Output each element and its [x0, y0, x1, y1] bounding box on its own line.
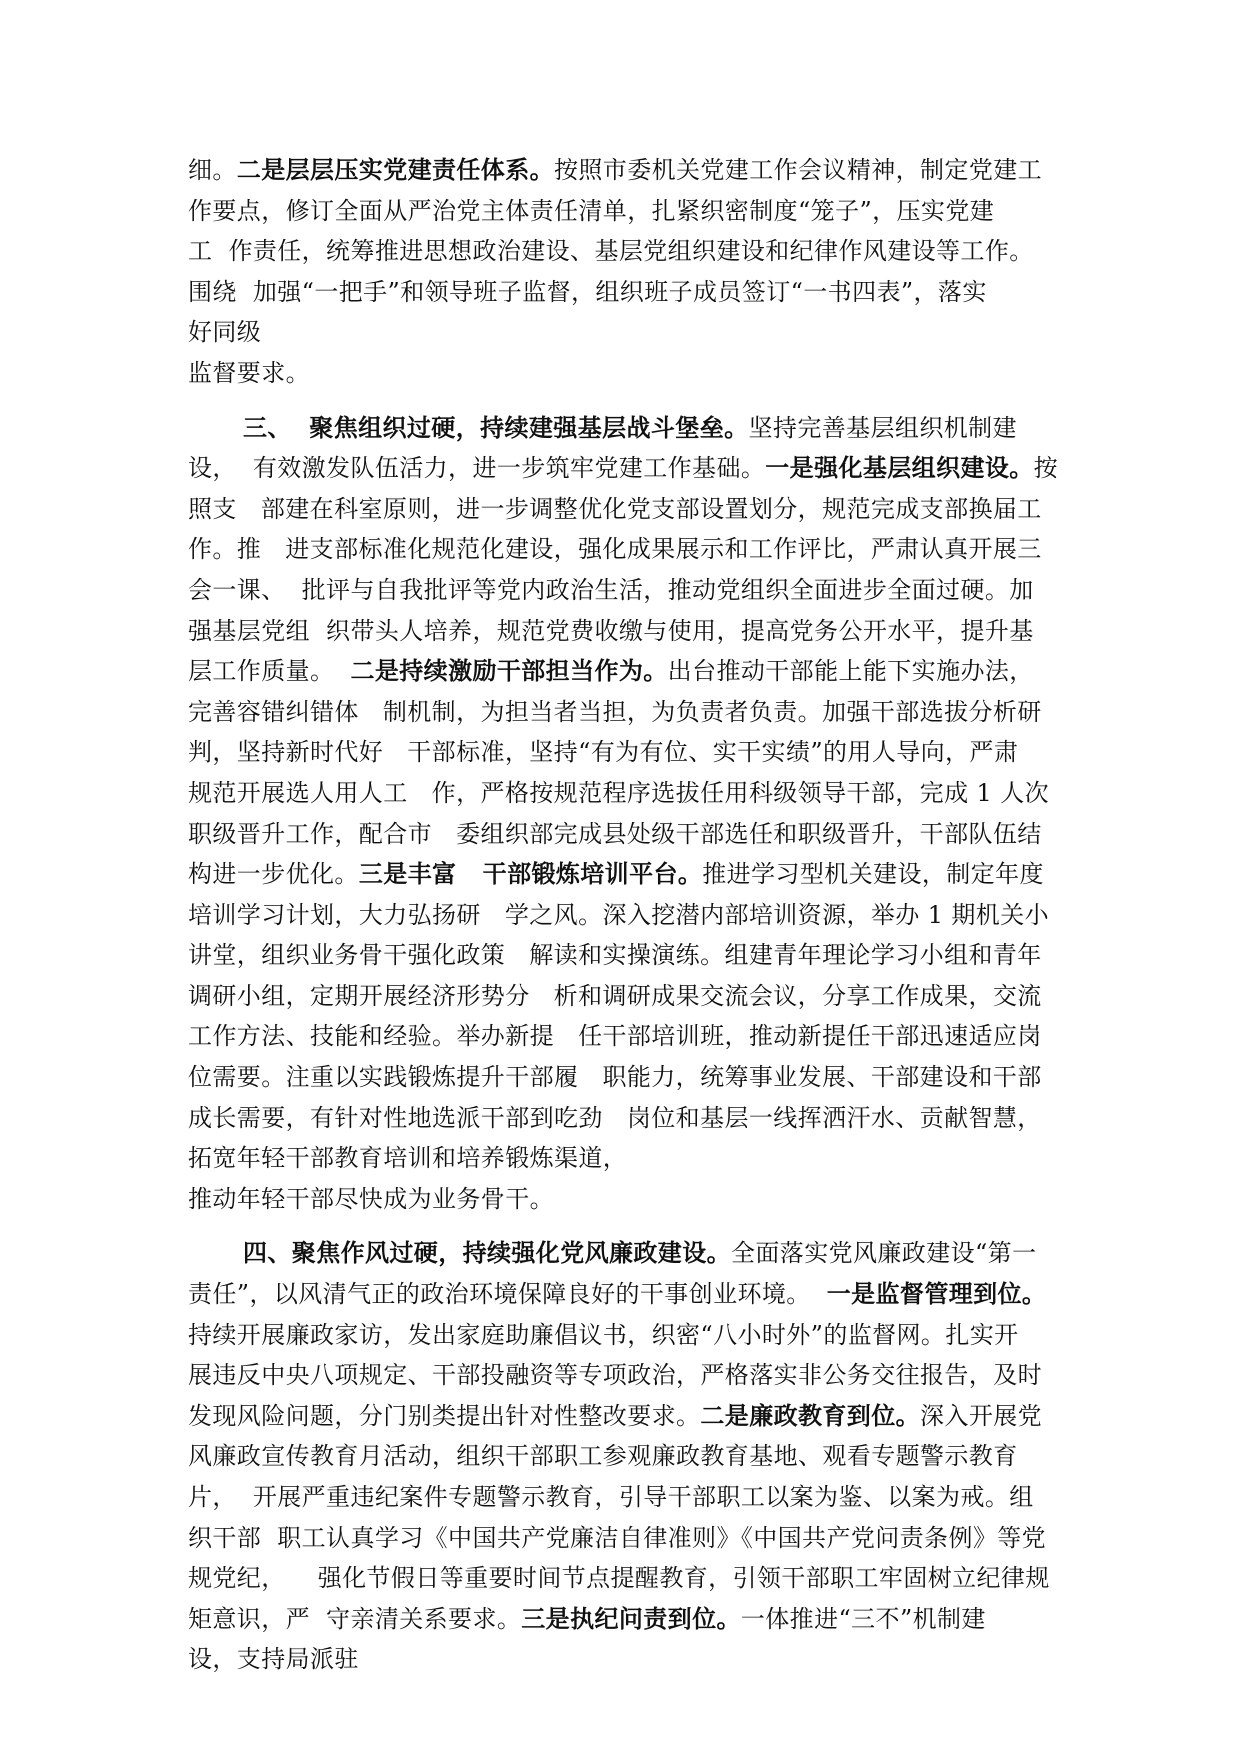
body-text: 讲堂，组织业务骨干强化政策 解读和实操演练。组建青年理论学习小组和青年: [188, 941, 1042, 970]
paragraph: [188, 150, 1068, 394]
body-text: 规范开展选人用人工 作，严格按规范程序选拔任用科级领导干部，完成 1 人次: [188, 778, 1050, 807]
body-text: 片， 开展严重违纪案件专题警示教育，引导干部职工以案为鉴、以案为戒。组: [188, 1483, 1034, 1511]
text-line: [188, 1477, 1068, 1518]
text-line: [188, 408, 1068, 449]
body-text: 织干部 职工认真学习《中国共产党廉洁自律准则》《中国共产党问责条例》等党: [188, 1523, 1047, 1552]
body-text: 发现风险问题，分门别类提出针对性整改要求。: [188, 1401, 701, 1430]
bold-heading-text: 一是强化基层组织建设。: [765, 453, 1034, 483]
document-page: [188, 150, 1068, 1680]
body-text: 位需要。注重以实践锻炼提升干部履 职能力，统筹事业发展、干部建设和干部: [188, 1063, 1042, 1092]
body-text: 深入开展党: [920, 1401, 1043, 1430]
body-text: 成长需要，有针对性地选派干部到吃劲 岗位和基层一线挥洒汗水、贡献智慧，: [188, 1103, 1042, 1132]
body-text: 层工作质量。: [188, 657, 351, 686]
text-line: [188, 1098, 1068, 1139]
text-line: [188, 1639, 1068, 1680]
body-text: 展违反中央八项规定、干部投融资等专项政治，严格落实非公务交往报告，及时: [188, 1361, 1042, 1390]
text-line: [188, 895, 1068, 936]
body-text: 拓宽年轻干部教育培训和培养锻炼渠道，: [188, 1144, 628, 1173]
body-text: 持续开展廉政家访，发出家庭助廉倡议书，织密“八小时外”的监督网。扎实开: [188, 1320, 1019, 1349]
body-text: 调研小组，定期开展经济形势分 析和调研成果交流会议，分享工作成果，交流: [188, 981, 1042, 1010]
text-line: [188, 1558, 1068, 1599]
text-line: [188, 1599, 1068, 1640]
text-line: [188, 1396, 1068, 1437]
text-line: [188, 1274, 1068, 1315]
bold-heading-text: 四、聚焦作风过硬，持续强化党风廉政建设。: [243, 1238, 731, 1268]
text-line: [188, 1016, 1068, 1057]
text-line: [188, 1179, 1068, 1220]
paragraph: [188, 408, 1068, 1220]
body-text: 坚持完善基层组织机制建: [748, 413, 1017, 442]
body-text: 推动年轻干部尽快成为业务骨干。: [188, 1184, 554, 1213]
text-line: [188, 529, 1068, 570]
body-text: 风廉政宣传教育月活动，组织干部职工参观廉政教育基地、观看专题警示教育: [188, 1442, 1018, 1471]
text-line: [188, 1057, 1068, 1098]
text-line: [188, 976, 1068, 1017]
text-line: [188, 353, 1068, 394]
text-line: [188, 1518, 1068, 1559]
body-text: 工作方法、技能和经验。举办新提 任干部培训班，推动新提任干部迅速适应岗: [188, 1022, 1042, 1051]
body-text: 照支 部建在科室原则，进一步调整优化党支部设置划分，规范完成支部换届工: [188, 494, 1042, 523]
body-text: 监督要求。: [188, 358, 310, 387]
text-line: [188, 312, 1068, 353]
paragraph-gap: [188, 1219, 1068, 1233]
bold-heading-text: 三、 聚焦组织过硬，持续建强基层战斗堡垒。: [243, 412, 749, 442]
body-text: 出台推动干部能上能下实施办法，: [667, 657, 1034, 686]
body-text: 矩意识，严 守亲清关系要求。: [188, 1604, 522, 1633]
bold-heading-text: 三是丰富 干部锻炼培训平台。: [358, 859, 703, 889]
bold-heading-text: 二是持续激励干部担当作为。: [350, 656, 668, 686]
text-line: [188, 692, 1068, 733]
body-text: 培训学习计划，大力弘扬研 学之风。深入挖潜内部培训资源，举办 1 期机关小: [188, 900, 1050, 929]
bold-heading-text: 三是执纪问责到位。: [521, 1603, 741, 1633]
text-line: [188, 1315, 1068, 1356]
bold-heading-text: 二是廉政教育到位。: [700, 1400, 921, 1430]
body-text: 判，坚持新时代好 干部标准，坚持“有为有位、实干实绩”的用人导向，严肃: [188, 738, 1019, 767]
text-line: [188, 150, 1068, 191]
body-text: 职级晋升工作，配合市 委组织部完成县处级干部选任和职级晋升，干部队伍结: [188, 819, 1042, 848]
paragraph-gap: [188, 394, 1068, 408]
text-line: [188, 1138, 1068, 1179]
text-line: [188, 814, 1068, 855]
body-text: 作。推 进支部标准化规范化建设，强化成果展示和工作评比，严肃认真开展三: [188, 535, 1042, 564]
body-text: 全面落实党风廉政建设“第一: [731, 1239, 1037, 1268]
body-text: 设，支持局派驻: [188, 1645, 359, 1674]
body-text: 一体推进“三不”机制建: [740, 1604, 986, 1633]
paragraph: [188, 1233, 1068, 1680]
body-text: 工 作责任，统筹推进思想政治建设、基层党组织建设和纪律作风建设等工作。: [188, 237, 1034, 266]
body-text: 按照市委机关党建工作会议精神，制定党建工: [554, 156, 1043, 184]
text-line: [188, 448, 1068, 489]
body-text: 规党纪， 强化节假日等重要时间节点提醒教育，引领干部职工牢固树立纪律规: [188, 1564, 1050, 1593]
text-line: [188, 489, 1068, 530]
text-line: [188, 611, 1068, 652]
text-line: [188, 231, 1068, 272]
text-line: [188, 1355, 1068, 1396]
body-text: 设， 有效激发队伍活力，进一步筑牢党建工作基础。: [188, 454, 766, 483]
body-text: 完善容错纠错体 制机制，为担当者当担，为负责者负责。加强干部选拔分析研: [188, 697, 1042, 726]
body-text: 好同级: [188, 318, 262, 347]
text-line: [188, 1233, 1068, 1274]
text-line: [188, 732, 1068, 773]
body-text: 构进一步优化。: [188, 860, 359, 889]
text-line: [188, 651, 1068, 692]
body-text: 强基层党组 织带头人培养，规范党费收缴与使用，提高党务公开水平，提升基: [188, 616, 1034, 645]
bold-heading-text: 一是监督管理到位。: [826, 1279, 1047, 1309]
body-text: 会一课、 批评与自我批评等党内政治生活，推动党组织全面进步全面过硬。加: [188, 575, 1034, 604]
text-line: [188, 272, 1068, 313]
body-text: 责任”，以风清气正的政治环境保障良好的干事创业环境。: [188, 1280, 827, 1309]
body-text: 细。: [188, 156, 237, 184]
text-line: [188, 935, 1068, 976]
body-text: 围绕 加强“一把手”和领导班子监督，组织班子成员签订“一书四表”，落实: [188, 277, 987, 306]
body-text: 推进学习型机关建设，制定年度: [702, 860, 1044, 889]
text-line: [188, 570, 1068, 611]
body-text: 作要点，修订全面从严治党主体责任清单，扎紧织密制度“笼子”，压实党建: [188, 196, 995, 225]
text-line: [188, 854, 1068, 895]
body-text: 按: [1033, 454, 1059, 483]
text-line: [188, 191, 1068, 232]
bold-heading-text: 二是层层压实党建责任体系。: [236, 155, 555, 184]
text-line: [188, 1436, 1068, 1477]
text-line: [188, 773, 1068, 814]
